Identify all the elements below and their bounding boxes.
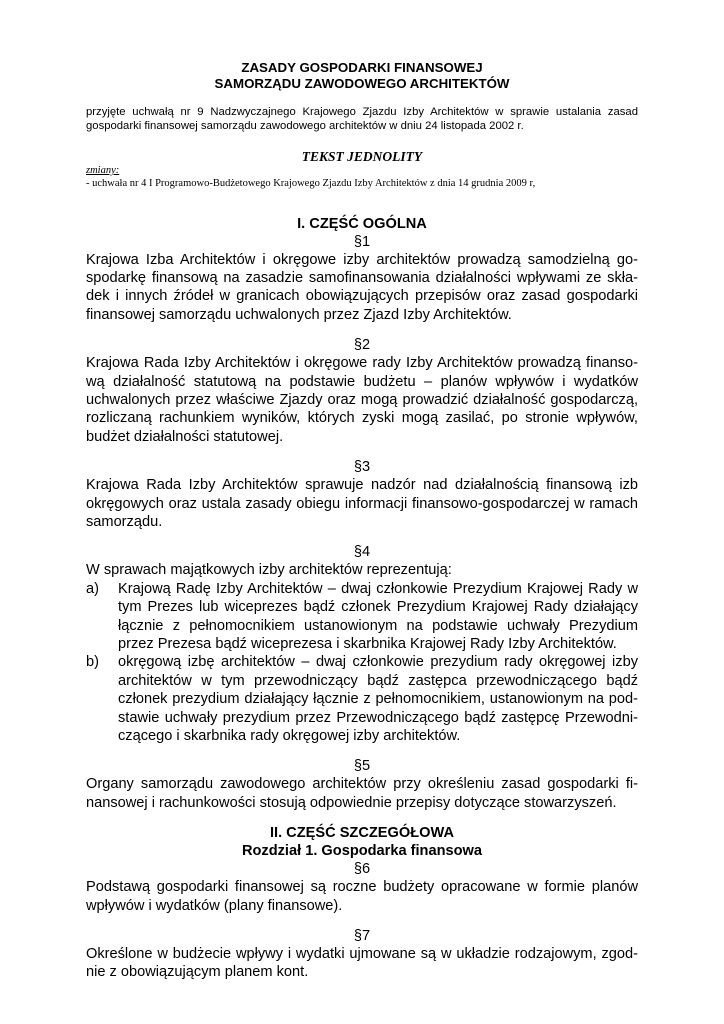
document-page <box>86 60 638 982</box>
paragraph-number-4: §4 <box>353 544 371 561</box>
paragraph-number-5: §5 <box>353 758 371 775</box>
list-item <box>86 580 638 654</box>
amendments-label: zmiany: <box>86 165 120 176</box>
amendment-item: - uchwała nr 4 I Programowo-Budżetowego Krajowego Zjazdu Izby Architektów z dnia 14 grudnia 2009 r, <box>86 177 536 189</box>
paragraph-number-1: §1 <box>353 233 371 250</box>
document-title-line-2: SAMORZĄDU ZAWODOWEGO ARCHITEKTÓW <box>214 75 510 91</box>
paragraph-text-7: Określone w budżecie wpływy i wydatki ujmowane są w układzie rodzajowym, zgodnie z obowiązującym planem kont. <box>86 946 638 981</box>
section-heading-detailed: II. CZĘŚĆ SZCZEGÓŁOWA <box>269 825 455 842</box>
consolidated-text-heading: TEKST JEDNOLITY <box>301 149 423 164</box>
paragraph-text-2: Krajowa Rada Izby Architektów i okręgowe rady Izby Architektów prowadzą finansową działalność statutową na podstawie budżetu – planów wpływów i wydatków uchwalonych przez właściwe Zjazdy oraz mogą prowadzić działalność gospodarczą, rozliczaną rachunkiem wyników, których zyski mogą zasilać, po stronie wpływów, budżet działalności statutowej. <box>86 355 638 445</box>
section-heading-general: I. CZĘŚĆ OGÓLNA <box>297 215 427 232</box>
paragraph-text-5: Organy samorządu zawodowego architektów przy określeniu zasad gospodarki finansowej i rachunkowości stosują odpowiednie przepisy dotyczące stowarzyszeń. <box>86 776 638 811</box>
document-title-line-1: ZASADY GOSPODARKI FINANSOWEJ <box>241 60 483 75</box>
paragraph-number-6: §6 <box>353 861 371 878</box>
paragraph-text-1: Krajowa Izba Architektów i okręgowe izby architektów prowadzą samodzielną gospodarkę finansową na zasadzie samofinansowania działalności wpływami ze składek i innych źródeł w granicach obowiązujących przepisów oraz zasad gospodarki finansowej samorządu uchwalonych przez Zjazd Izby Architektów. <box>86 251 638 323</box>
chapter-heading: Rozdział 1. Gospodarka finansowa <box>241 843 483 860</box>
list-item-text: okręgową izbę architektów – dwaj członkowie prezydium rady okręgowej izby architektów w tym przewodniczący bądź zastępca przewodniczącego bądź członek prezydium działający łącznie z pełnomocnikiem, ustanowionym na podstawie uchwały prezydium przez Przewodniczącego bądź zastępcę Przewodniczącego i skarbnika rady okręgowej izby architektów. <box>118 654 638 745</box>
paragraph-text-3: Krajowa Rada Izby Architektów sprawuje nadzór nad działalnością finansową izb okręgowych oraz ustala zasady obiegu informacji finansowo-gospodarczej w ramach samorządu. <box>86 477 638 530</box>
list-marker: b) <box>86 654 99 671</box>
paragraph-number-2: §2 <box>353 337 371 354</box>
list-marker: a) <box>86 580 99 597</box>
representation-list <box>86 580 638 746</box>
list-item <box>86 653 638 745</box>
paragraph-text-4-intro: W sprawach majątkowych izby architektów reprezentują: <box>86 562 452 579</box>
paragraph-number-7: §7 <box>353 928 371 945</box>
paragraph-text-6: Podstawą gospodarki finansowej są roczne budżety opracowane w formie planów wpływów i wydatków (plany finansowe). <box>86 879 638 914</box>
list-item-text: Krajową Radę Izby Architektów – dwaj członkowie Prezydium Krajowej Rady w tym Prezes lub wiceprezes bądź członek Prezydium Krajowej Rady działający łącznie z pełnomocnikiem ustanowionym na podstawie uchwały Prezydium przez Prezesa bądź wiceprezesa i skarbnika Krajowej Rady Izby Architektów. <box>118 580 638 652</box>
adoption-note: przyjęte uchwałą nr 9 Nadzwyczajnego Krajowego Zjazdu Izby Architektów w sprawie ustalania zasad gospodarki finansowej samorządu zawodowego architektów w dniu 24 listopada 2002 r. <box>86 106 638 132</box>
paragraph-number-3: §3 <box>353 459 371 476</box>
